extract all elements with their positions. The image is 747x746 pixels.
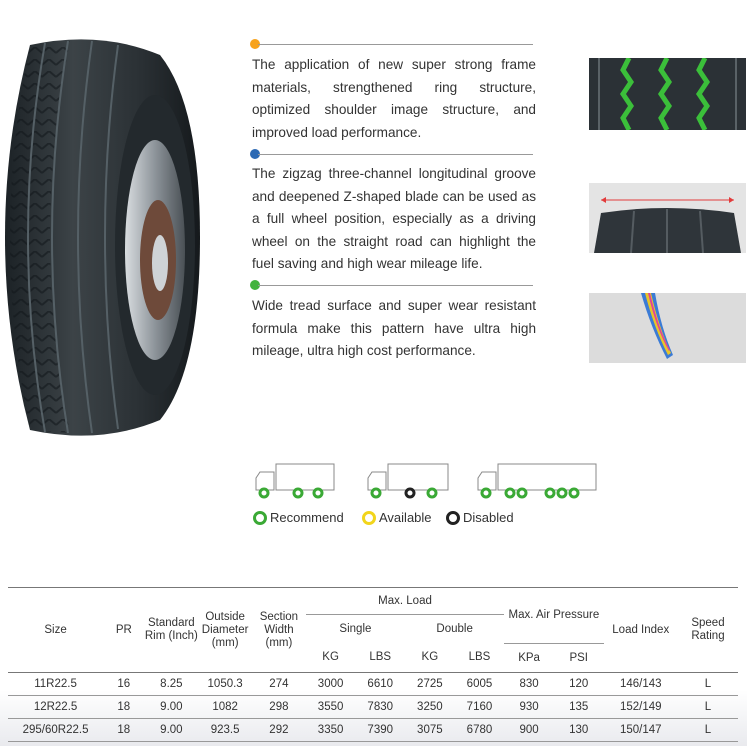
table-cell: 298 [269, 701, 289, 713]
col-pr: PR [115, 623, 132, 636]
table-cell: 923.5 [210, 724, 240, 736]
legend-available [362, 510, 432, 525]
table-cell: 6610 [367, 678, 394, 690]
table-cell: 9.00 [160, 701, 183, 713]
col-rim: Standard Rim (Inch) [144, 617, 198, 642]
feature-text-1: The application of new super strong frame materials, strengthened ring structure, optimized shoulder image structure, and improved load performance. [252, 57, 536, 140]
table-cell: L [704, 701, 712, 713]
table-cell: 1050.3 [207, 678, 243, 690]
feature-divider-3 [258, 285, 533, 286]
table-cell: 3350 [317, 724, 344, 736]
table-cell: 274 [269, 678, 289, 690]
col-speed-rating: Speed Rating [691, 617, 725, 642]
tread-width-image [589, 183, 746, 253]
table-cell: 18 [117, 724, 131, 736]
table-cell: 11R22.5 [34, 678, 77, 690]
col-diameter: Outside Diameter (mm) [201, 610, 249, 649]
col-width: Section Width (mm) [259, 610, 299, 649]
col-single: Single [339, 622, 372, 635]
table-cell: 8.25 [160, 678, 183, 690]
table-cell: 150/147 [619, 724, 662, 736]
col-double: Double [436, 622, 473, 635]
table-cell: 3550 [317, 701, 344, 713]
table-cell: 16 [117, 678, 131, 690]
table-cell: 7390 [367, 724, 394, 736]
legend-disabled [446, 510, 514, 525]
feature-divider-2 [258, 154, 533, 155]
table-cell: 900 [519, 724, 539, 736]
feature-divider-1 [258, 44, 533, 45]
table-cell: 12R22.5 [33, 701, 78, 713]
table-cell: 9.00 [160, 724, 183, 736]
table-cell: 7830 [367, 701, 394, 713]
col-lbs-single: LBS [369, 651, 392, 664]
col-size: Size [44, 623, 67, 636]
col-max-pressure: Max. Air Pressure [504, 588, 603, 644]
table-cell: 295/60R22.5 [22, 724, 89, 736]
table-cell: 3000 [317, 678, 344, 690]
table-cell: 146/143 [619, 678, 662, 690]
recommend-ring-icon [253, 511, 267, 525]
table-cell: 3250 [417, 701, 443, 713]
table-cell: 2725 [417, 678, 443, 690]
col-max-load: Max. Load [306, 588, 505, 615]
feature-text-2: The zigzag three-channel longitudinal groove and deepened Z-shaped blade can be used as a full wheel position, especially as a driving wheel on the straight road can highlight the fuel saving and high wear mileage life. [252, 166, 536, 271]
legend-disabled-label: Disabled [463, 510, 514, 525]
legend-recommend [253, 510, 344, 525]
col-kpa: KPa [518, 651, 540, 664]
table-row [8, 719, 738, 742]
col-load-index: Load Index [612, 623, 670, 636]
col-kg-single: KG [322, 651, 339, 664]
table-cell: 7160 [466, 701, 493, 713]
table-cell: 830 [519, 678, 539, 690]
truck-axle-diagram [252, 462, 598, 500]
tire-image [0, 35, 200, 440]
col-psi: PSI [569, 651, 588, 664]
table-row [8, 673, 738, 696]
legend-available-label: Available [379, 510, 432, 525]
col-lbs-double: LBS [468, 651, 491, 664]
table-cell: 6780 [466, 724, 493, 736]
table-cell: 130 [569, 724, 589, 736]
feature-text-3: Wide tread surface and super wear resistant formula make this pattern have ultra high mileage, ultra high cost performance. [252, 298, 536, 358]
spec-table [8, 587, 738, 742]
table-cell: 6005 [466, 678, 493, 690]
table-cell: 292 [269, 724, 289, 736]
tread-groove-image [589, 58, 746, 130]
compound-layer-image [589, 293, 746, 363]
col-kg-double: KG [421, 651, 439, 664]
available-ring-icon [362, 511, 376, 525]
legend-recommend-label: Recommend [270, 510, 344, 525]
table-cell: 930 [519, 701, 539, 713]
table-cell: 18 [117, 701, 131, 713]
table-cell: 135 [569, 701, 589, 713]
table-cell: 3075 [417, 724, 443, 736]
table-cell: 152/149 [619, 701, 662, 713]
table-row [8, 696, 738, 719]
table-cell: L [704, 678, 712, 690]
disabled-ring-icon [446, 511, 460, 525]
table-cell: 120 [569, 678, 589, 690]
table-cell: L [704, 724, 712, 736]
table-cell: 1082 [212, 701, 238, 713]
